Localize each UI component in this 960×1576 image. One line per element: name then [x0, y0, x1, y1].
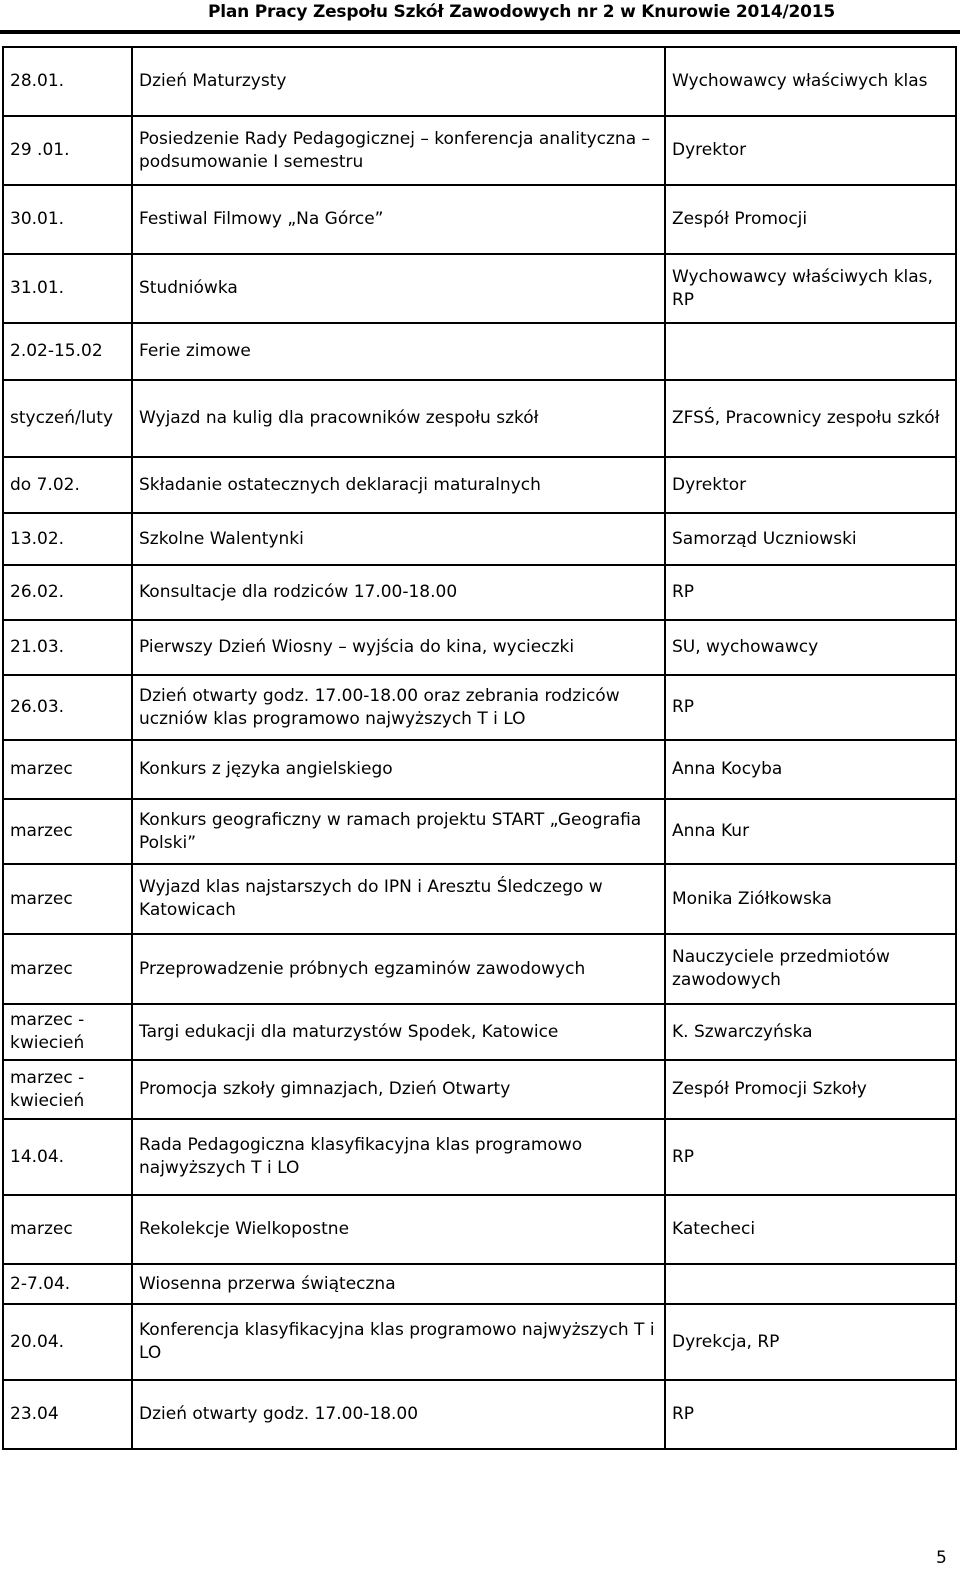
- responsible-cell: [665, 1264, 956, 1304]
- event-cell: Festiwal Filmowy „Na Górce”: [132, 185, 665, 254]
- table-row: [3, 620, 956, 675]
- date-cell: marzec - kwiecień: [3, 1004, 132, 1060]
- event-cell: Konsultacje dla rodziców 17.00-18.00: [132, 565, 665, 620]
- date-cell: 23.04: [3, 1380, 132, 1449]
- table-row: [3, 380, 956, 457]
- table-row: [3, 1264, 956, 1304]
- responsible-cell: Dyrekcja, RP: [665, 1304, 956, 1380]
- table-row: [3, 1380, 956, 1449]
- date-cell: 31.01.: [3, 254, 132, 323]
- event-cell: Posiedzenie Rady Pedagogicznej – konferencja analityczna – podsumowanie I semestru: [132, 116, 665, 185]
- table-row: [3, 675, 956, 740]
- table-row: [3, 864, 956, 934]
- event-cell: Dzień Maturzysty: [132, 47, 665, 116]
- table-row: [3, 1195, 956, 1264]
- event-cell: Konkurs z języka angielskiego: [132, 740, 665, 799]
- event-cell: Przeprowadzenie próbnych egzaminów zawodowych: [132, 934, 665, 1004]
- table-row: [3, 1119, 956, 1195]
- responsible-cell: RP: [665, 675, 956, 740]
- responsible-cell: [665, 323, 956, 380]
- header-divider: [0, 30, 960, 34]
- event-cell: Konferencja klasyfikacyjna klas programowo najwyższych T i LO: [132, 1304, 665, 1380]
- table-row: [3, 457, 956, 513]
- event-cell: Składanie ostatecznych deklaracji maturalnych: [132, 457, 665, 513]
- table-row: [3, 1060, 956, 1119]
- date-cell: marzec: [3, 740, 132, 799]
- date-cell: 14.04.: [3, 1119, 132, 1195]
- table-row: [3, 799, 956, 864]
- responsible-cell: Anna Kocyba: [665, 740, 956, 799]
- date-cell: marzec: [3, 864, 132, 934]
- responsible-cell: Samorząd Uczniowski: [665, 513, 956, 565]
- event-cell: Dzień otwarty godz. 17.00-18.00 oraz zebrania rodziców uczniów klas programowo najwyższych T i LO: [132, 675, 665, 740]
- date-cell: 2-7.04.: [3, 1264, 132, 1304]
- schedule-table: [2, 46, 957, 1450]
- date-cell: marzec: [3, 799, 132, 864]
- responsible-cell: RP: [665, 565, 956, 620]
- event-cell: Promocja szkoły gimnazjach, Dzień Otwarty: [132, 1060, 665, 1119]
- responsible-cell: Wychowawcy właściwych klas: [665, 47, 956, 116]
- event-cell: Pierwszy Dzień Wiosny – wyjścia do kina, wycieczki: [132, 620, 665, 675]
- responsible-cell: K. Szwarczyńska: [665, 1004, 956, 1060]
- event-cell: Wyjazd klas najstarszych do IPN i Aresztu Śledczego w Katowicach: [132, 864, 665, 934]
- table-row: [3, 513, 956, 565]
- event-cell: Wiosenna przerwa świąteczna: [132, 1264, 665, 1304]
- date-cell: 29 .01.: [3, 116, 132, 185]
- date-cell: 13.02.: [3, 513, 132, 565]
- responsible-cell: Monika Ziółkowska: [665, 864, 956, 934]
- table-row: [3, 1304, 956, 1380]
- event-cell: Ferie zimowe: [132, 323, 665, 380]
- date-cell: 20.04.: [3, 1304, 132, 1380]
- event-cell: Rada Pedagogiczna klasyfikacyjna klas programowo najwyższych T i LO: [132, 1119, 665, 1195]
- table-row: [3, 185, 956, 254]
- date-cell: 21.03.: [3, 620, 132, 675]
- responsible-cell: Zespół Promocji: [665, 185, 956, 254]
- responsible-cell: Dyrektor: [665, 457, 956, 513]
- responsible-cell: ZFSŚ, Pracownicy zespołu szkół: [665, 380, 956, 457]
- table-row: [3, 47, 956, 116]
- responsible-cell: Anna Kur: [665, 799, 956, 864]
- responsible-cell: Katecheci: [665, 1195, 956, 1264]
- date-cell: styczeń/luty: [3, 380, 132, 457]
- event-cell: Targi edukacji dla maturzystów Spodek, Katowice: [132, 1004, 665, 1060]
- date-cell: marzec: [3, 1195, 132, 1264]
- table-row: [3, 740, 956, 799]
- table-row: [3, 116, 956, 185]
- table-row: [3, 323, 956, 380]
- event-cell: Konkurs geograficzny w ramach projektu START „Geografia Polski”: [132, 799, 665, 864]
- date-cell: 26.02.: [3, 565, 132, 620]
- responsible-cell: Nauczyciele przedmiotów zawodowych: [665, 934, 956, 1004]
- event-cell: Studniówka: [132, 254, 665, 323]
- event-cell: Szkolne Walentynki: [132, 513, 665, 565]
- table-row: [3, 254, 956, 323]
- date-cell: marzec: [3, 934, 132, 1004]
- event-cell: Dzień otwarty godz. 17.00-18.00: [132, 1380, 665, 1449]
- responsible-cell: RP: [665, 1119, 956, 1195]
- date-cell: marzec - kwiecień: [3, 1060, 132, 1119]
- date-cell: 2.02-15.02: [3, 323, 132, 380]
- responsible-cell: RP: [665, 1380, 956, 1449]
- date-cell: 28.01.: [3, 47, 132, 116]
- event-cell: Rekolekcje Wielkopostne: [132, 1195, 665, 1264]
- responsible-cell: Dyrektor: [665, 116, 956, 185]
- event-cell: Wyjazd na kulig dla pracowników zespołu szkół: [132, 380, 665, 457]
- page-number: 5: [936, 1548, 947, 1568]
- responsible-cell: Wychowawcy właściwych klas, RP: [665, 254, 956, 323]
- table-row: [3, 934, 956, 1004]
- date-cell: 26.03.: [3, 675, 132, 740]
- date-cell: 30.01.: [3, 185, 132, 254]
- date-cell: do 7.02.: [3, 457, 132, 513]
- page-header: [0, 0, 960, 30]
- table-row: [3, 565, 956, 620]
- table-row: [3, 1004, 956, 1060]
- document-title: Plan Pracy Zespołu Szkół Zawodowych nr 2 w Knurowie 2014/2015: [208, 2, 835, 22]
- responsible-cell: Zespół Promocji Szkoły: [665, 1060, 956, 1119]
- responsible-cell: SU, wychowawcy: [665, 620, 956, 675]
